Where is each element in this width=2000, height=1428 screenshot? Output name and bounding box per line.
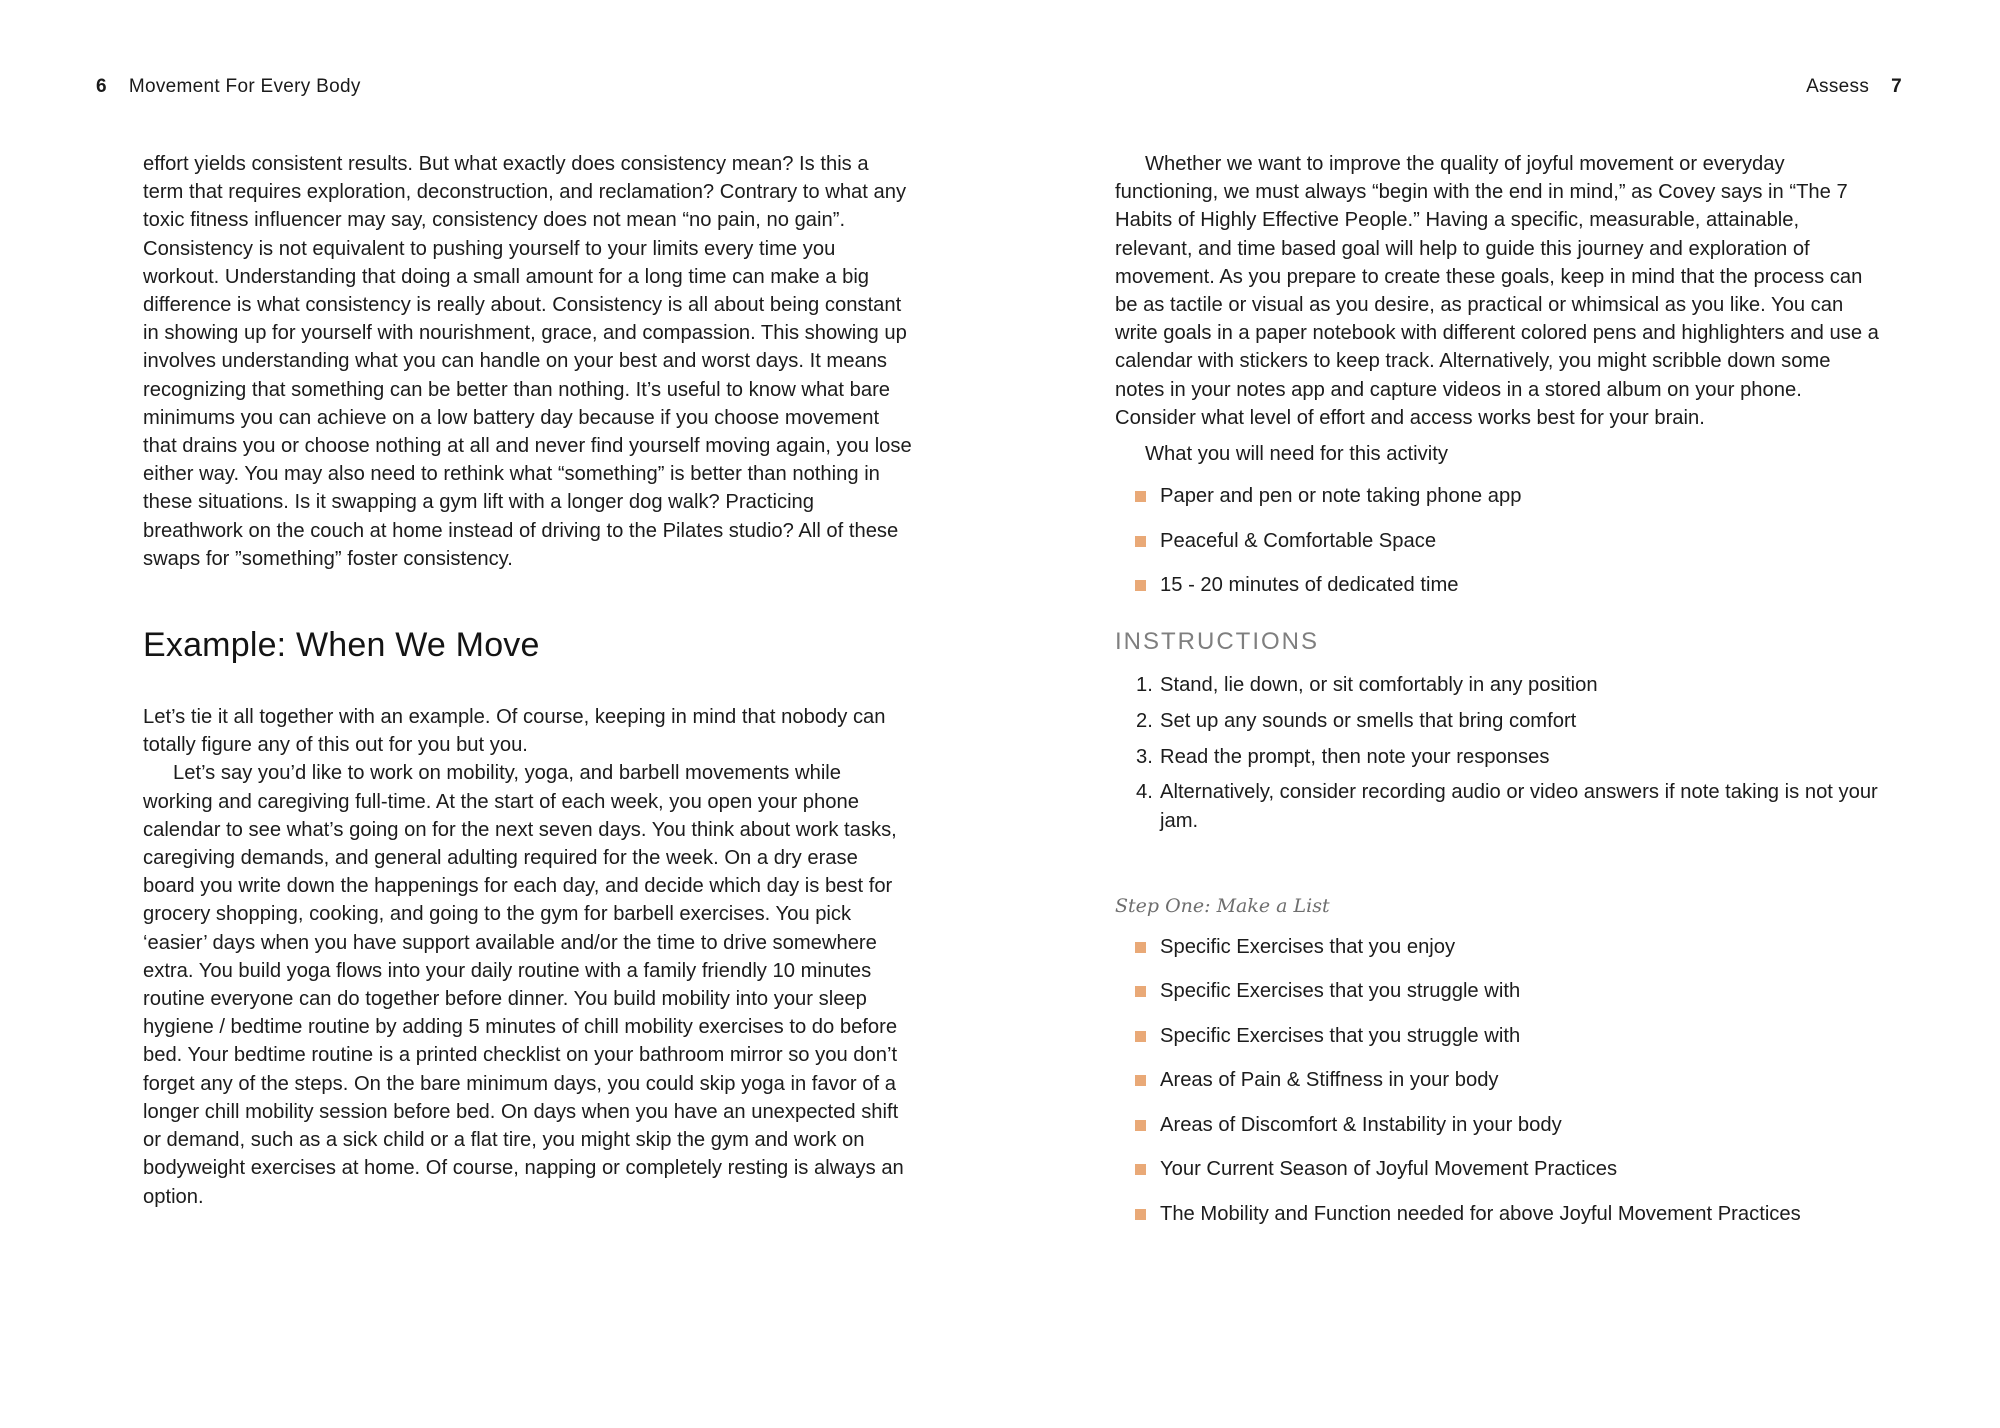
need-intro: What you will need for this activity xyxy=(1145,443,1448,466)
list-item: 15 - 20 minutes of dedicated time xyxy=(1115,571,1880,599)
square-bullet-icon xyxy=(1135,491,1146,502)
right-page-column xyxy=(1115,150,1880,1244)
square-bullet-icon xyxy=(1135,536,1146,547)
left-running-head xyxy=(96,76,361,98)
needs-list xyxy=(1115,482,1880,599)
list-item: Your Current Season of Joyful Movement Practices xyxy=(1115,1155,1880,1183)
right-page-number: 7 xyxy=(1891,76,1902,97)
square-bullet-icon xyxy=(1135,986,1146,997)
square-bullet-icon xyxy=(1135,1075,1146,1086)
section-heading-example: Example: When We Move xyxy=(143,626,540,665)
instruction-step: 2. Set up any sounds or smells that bring comfort xyxy=(1136,709,1577,732)
list-item: The Mobility and Function needed for above Joyful Movement Practices xyxy=(1115,1200,1880,1228)
left-page-column xyxy=(143,150,913,1211)
list-item: Areas of Pain & Stiffness in your body xyxy=(1115,1066,1880,1094)
instruction-step: 3. Read the prompt, then note your responses xyxy=(1136,745,1550,768)
list-item: Specific Exercises that you enjoy xyxy=(1115,933,1880,961)
instruction-step: 1. Stand, lie down, or sit comfortably in any position xyxy=(1136,674,1598,697)
instructions-heading: INSTRUCTIONS xyxy=(1115,628,1319,656)
right-chapter-title: Assess xyxy=(1806,76,1870,97)
list-item: Specific Exercises that you struggle with xyxy=(1115,1022,1880,1050)
consistency-paragraph: effort yields consistent results. But what exactly does consistency mean? Is this a term that requires exploration, deconstruction, and reclamation? Contrary to what any toxic fitness influencer may say, consistency does not mean “no pain, no gain”. Consistency is not equivalent to pushing yourself to your limits every time you workout. Understanding that doing a small amount for a long time can make a big difference is what consistency is really about. Consistency is all about being constant in showing up for yourself with nourishment, grace, and compassion. This showing up involves understanding what you can handle on your best and worst days. It means recognizing that something can be better than nothing. It’s useful to know what bare minimums you can achieve on a low battery day because if you choose movement that drains you or choose nothing at all and never find yourself moving again, you lose either way. You may also need to rethink what “something” is better than nothing in these situations. Is it swapping a gym lift with a longer dog walk? Practicing breathwork on the couch at home instead of driving to the Pilates studio? All of these swaps for ”something” foster consistency. xyxy=(143,153,912,570)
square-bullet-icon xyxy=(1135,1164,1146,1175)
square-bullet-icon xyxy=(1135,580,1146,591)
instruction-step: 4. Alternatively, consider recording audio or video answers if note taking is not your jam. xyxy=(1136,781,1878,832)
left-book-title: Movement For Every Body xyxy=(128,76,361,97)
square-bullet-icon xyxy=(1135,942,1146,953)
right-running-head xyxy=(1806,76,1902,98)
square-bullet-icon xyxy=(1135,1120,1146,1131)
instructions-list xyxy=(1115,671,1880,835)
list-item: Specific Exercises that you struggle with xyxy=(1115,977,1880,1005)
square-bullet-icon xyxy=(1135,1209,1146,1220)
list-item: Paper and pen or note taking phone app xyxy=(1115,482,1880,510)
goal-paragraph: Whether we want to improve the quality of joyful movement or everyday functioning, we must always “begin with the end in mind,” as Covey says in “The 7 Habits of Highly Effective People.” Having a specific, measurable, attainable, relevant, and time based goal will help to guide this journey and exploration of movement. As you prepare to create these goals, keep in mind that the process can be as tactile or visual as you desire, as practical or whimsical as you like. You can write goals in a paper notebook with different colored pens and highlighters and use a calendar with stickers to keep track. Alternatively, you might scribble down some notes in your notes app and capture videos in a stored album on your phone. Consider what level of effort and access works best for your brain. xyxy=(1115,153,1879,429)
example-intro-paragraph: Let’s tie it all together with an example. Of course, keeping in mind that nobody can totally figure any of this out for you but you. xyxy=(143,706,886,757)
step-one-title: Step One: Make a List xyxy=(1115,894,1330,917)
list-item: Peaceful & Comfortable Space xyxy=(1115,527,1880,555)
example-body-paragraph: Let’s say you’d like to work on mobility, yoga, and barbell movements while working and caregiving full-time. At the start of each week, you open your phone calendar to see what’s going on for the next seven days. You think about work tasks, caregiving demands, and general adulting required for the week. On a dry erase board you write down the happenings for each day, and decide which day is best for grocery shopping, cooking, and going to the gym for barbell exercises. You pick ‘easier’ days when you have support available and/or the time to drive somewhere extra. You build yoga flows into your daily routine with a family friendly 10 minutes routine everyone can do together before dinner. You build mobility into your sleep hygiene / bedtime routine by adding 5 minutes of chill mobility exercises to do before bed. Your bedtime routine is a printed checklist on your bathroom mirror so you don’t forget any of the steps. On the bare minimum days, you could skip yoga in favor of a longer chill mobility session before bed. On days when you have an unexpected shift or demand, such as a sick child or a flat tire, you might skip the gym and work on bodyweight exercises at home. Of course, napping or completely resting is always an option. xyxy=(143,762,904,1208)
square-bullet-icon xyxy=(1135,1031,1146,1042)
step-one-list xyxy=(1115,933,1880,1228)
left-page-number: 6 xyxy=(96,76,107,97)
list-item: Areas of Discomfort & Instability in your body xyxy=(1115,1111,1880,1139)
